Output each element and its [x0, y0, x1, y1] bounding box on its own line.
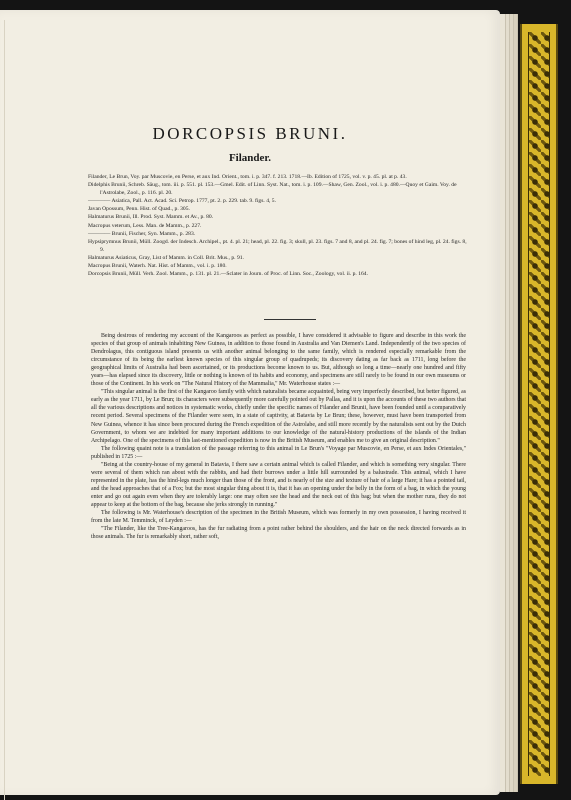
spine-pattern: [528, 32, 550, 776]
paragraph: "The Filander, like the Tree-Kangaroos, has the fur radiating from a point rather behind the shoulders, and the hair on the neck directed forwards as in those animals. The fur is remarkably short, rather soft,: [91, 526, 466, 541]
synonym-entry: Macropus Brunii, Waterh. Nat. Hist. of Mamm., vol. i. p. 180.: [88, 262, 227, 269]
synonym-entry: Halmaturus Asiaticus, Gray, List of Mamm. in Coll. Brit. Mus., p. 91.: [88, 254, 244, 261]
synonym-entry: Macropus veterum, Less. Man. de Mamm., p. 227.: [88, 222, 202, 229]
synonymy-list: [88, 174, 468, 279]
synonym-entry: Hypsiprymnus Brunii, Müll. Zoogd. der Indesch. Archipel., pt. 4. pl. 21; head, pl. 22. fig. 3; skull, pl. 23. figs. 7 and 8, and pl. 24. fig. 7; bones of hind leg, pl. 24. figs. 8, 9.: [88, 238, 467, 253]
page-edge: [500, 14, 506, 792]
section-divider: [264, 319, 316, 320]
paragraph: "Being at the country-house of my general in Batavia, I there saw a certain animal which is called Filander, and which is something very singular. There were several of them which ran about with the rabbits, and had their burrows under a little hill surrounded by a balustrade. This animal, which I have represented in the plate, has the hind-legs much longer than those of the front, and is nearly of the size and texture of hair of a large Hare; it has a pointed tail, and the head approaches that of a Fox; but the most singular thing about it is, that it has an opening under the belly in the form of a bag, in which the young enter and go out again even when they are tolerably large: one may often see the head and the neck out of this bag; but when the mother runs, they do not appear to keep at the bottom of the bag, because she jerks strongly in running.": [91, 461, 466, 508]
synonym-entry: Didelphis Brunii, Schreb. Säug., tom. iii. p. 551. pl. 153.—Gmel. Edit. of Linn. Syst. Nat., tom. i. p. 109.—Shaw, Gen. Zool., vol. i. p. 480.—Quoy et Gaim. Voy. de l'Astrolabe, Zool., p. 116. pl. 20.: [88, 182, 457, 196]
book-spine: [520, 24, 558, 784]
body-text: [91, 332, 466, 541]
page-subtitle: Filander.: [228, 152, 272, 164]
synonym-entry: Filander, Le Brun, Voy. par Muscovie, en Perse, et aux Ind. Orient., tom. i. p. 347. f. 213. 1718.—Ib. Edition of 1725, vol. v. p. 45. pl. at p. 43.: [88, 174, 407, 180]
synonym-entry: ———— Asiatica, Pall. Act. Acad. Sci. Petrop. 1777, pt. 2. p. 229. tab. 9. figs. 4, 5.: [88, 197, 276, 204]
paragraph: "This singular animal is the first of the Kangaroo family with which naturalists became acquainted, being very imperfectly described, but better figured, as early as the year 1711, by Le Brun; its characters were subsequently more carefully pointed out by Pallas, and it is upon the accounts of these two authors that all the various descriptions and notices in systematic works, chiefly under the specific names of Filander and Brunii, have been founded until a comparatively recent period. Several specimens of the Filander were seen, in a state of captivity, at Batavia by Le Brun; these, however, must have been transported from New Guinea, whence it has since been procured during the French expedition of the Astrolabe, and still more recently by the naturalists sent out by the Dutch Government, to whom we are indebted for many important additions to our knowledge of the natural-history productions of the islands of the Indian Archipelago. One of the specimens of this last-mentioned expedition is now in the British Museum, and enables me to give an original description.": [91, 389, 466, 444]
synonym-entry: Dorcopsis Brunii, Müll. Verh. Zool. Mamm., p. 131. pl. 21.—Sclater in Journ. of Proc. of Linn. Soc., Zoology, vol. ii. p. 164.: [88, 271, 368, 278]
paragraph: Being desirous of rendering my account of the Kangaroos as perfect as possible, I have considered it advisable to figure and describe in this work the species of that group of animals inhabiting New Guinea, in addition to those found in Australia and Van Diemen's Land. Independently of the two species of Dendrolagus, this contiguous island presents us with another animal belonging to the same family, which is rendered especially remarkable from the circumstance of its being the earliest known species of this singular group of quadrupeds; its discovery dating as far back as 1711, long before the geographical limits of Australia had been ascertained, or its productions become known to us. But, although so long a time—nearly one hundred and fifty years—has elapsed since its discovery, little or nothing is known of its habits and economy, and specimens are still rarely to be found in our own museums or those of the Continent. In his work on "The Natural History of the Mammalia," Mr. Waterhouse states :—: [91, 333, 466, 388]
synonym-entry: ———— Brunii, Fischer, Syn. Mamm., p. 283.: [88, 230, 196, 237]
paragraph: The following quaint note is a translation of the passage referring to this animal in Le Brun's "Voyage par Muscovie, en Perse, et aux Indes Orientales," published in 1725 :—: [91, 445, 466, 460]
synonym-entry: Halmaturus Brunii, Ill. Prod. Syst. Mamm. et Av., p. 80.: [88, 214, 214, 221]
page-title: DORCOPSIS BRUNI.: [152, 124, 348, 143]
paragraph: The following is Mr. Waterhouse's description of the specimen in the British Museum, which was formerly in my own possession, I having received it from the late M. Temminck, of Leyden :—: [91, 510, 466, 525]
synonym-entry: Javan Opossum, Penn. Hist. of Quad., p. 305.: [88, 206, 190, 213]
